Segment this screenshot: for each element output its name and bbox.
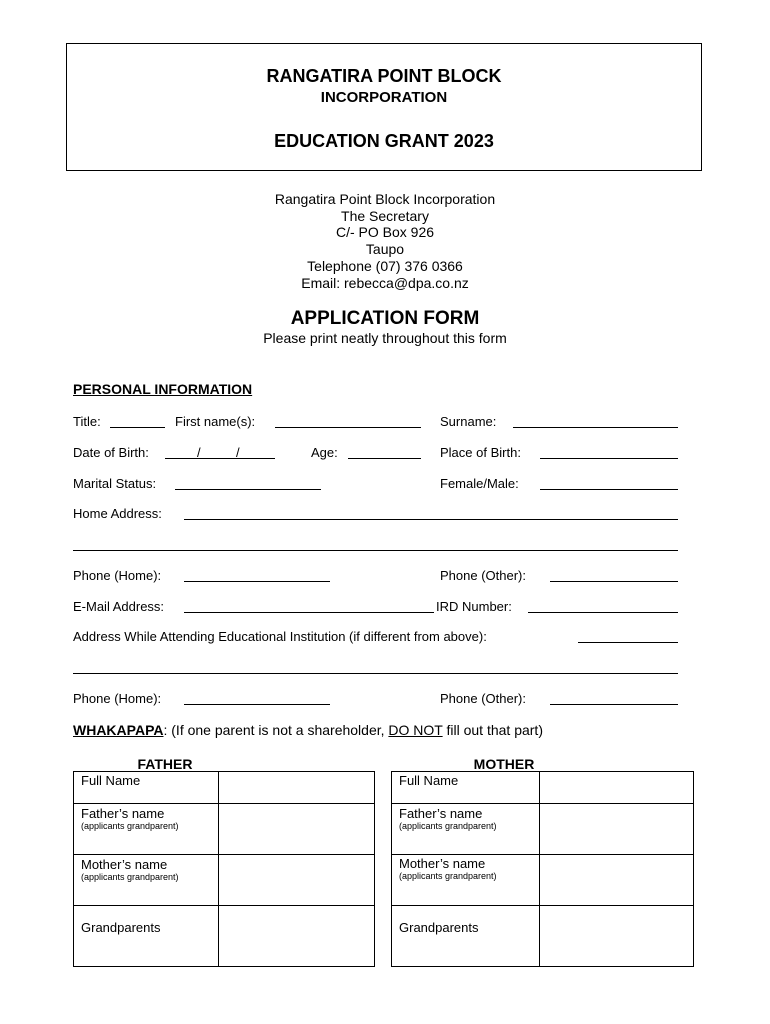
home-address-field[interactable] bbox=[184, 519, 678, 520]
phone-other-field[interactable] bbox=[550, 581, 678, 582]
age-label: Age: bbox=[311, 445, 338, 460]
title-label: Title: bbox=[73, 414, 101, 429]
age-field[interactable] bbox=[348, 458, 421, 459]
grant-title: EDUCATION GRANT 2023 bbox=[274, 131, 494, 151]
email-label: E-Mail Address: bbox=[73, 599, 165, 614]
address-line-3: C/- PO Box 926 bbox=[335, 224, 435, 240]
gender-label: Female/Male: bbox=[440, 476, 519, 491]
father-mothers-name-sub: (applicants grandparent) bbox=[81, 872, 179, 882]
whakapapa-note-after: fill out that part) bbox=[442, 722, 543, 738]
personal-info-heading: PERSONAL INFORMATION bbox=[73, 381, 253, 397]
marital-status-field[interactable] bbox=[175, 489, 321, 490]
mother-grandparents-label: Grandparents bbox=[399, 920, 479, 935]
whakapapa-note-before: : (If one parent is not a shareholder, bbox=[163, 722, 389, 738]
father-fathers-name-field[interactable] bbox=[219, 804, 375, 855]
whakapapa-note bbox=[73, 722, 543, 738]
mother-heading: MOTHER bbox=[473, 756, 535, 772]
surname-label: Surname: bbox=[440, 414, 497, 429]
dob-separator-2: / bbox=[236, 445, 240, 460]
phone-home-field[interactable] bbox=[184, 581, 330, 582]
whakapapa-note-emphasis: DO NOT bbox=[388, 722, 443, 738]
father-table bbox=[73, 771, 375, 967]
address-line-5: Telephone (07) 376 0366 bbox=[307, 258, 463, 274]
dob-label: Date of Birth: bbox=[73, 445, 149, 460]
org-name-line2: INCORPORATION bbox=[320, 89, 448, 106]
father-heading: FATHER bbox=[137, 756, 193, 772]
org-name: RANGATIRA POINT BLOCK bbox=[266, 66, 502, 86]
place-of-birth-label: Place of Birth: bbox=[440, 445, 521, 460]
mother-fathers-name-field[interactable] bbox=[540, 804, 694, 855]
phone-home-field-2[interactable] bbox=[184, 704, 330, 705]
phone-home-label: Phone (Home): bbox=[73, 568, 162, 583]
address-line-1: Rangatira Point Block Incorporation bbox=[274, 191, 496, 207]
phone-home-label-2: Phone (Home): bbox=[73, 691, 162, 706]
address-line-4: Taupo bbox=[365, 241, 405, 257]
father-grandparents-label: Grandparents bbox=[81, 920, 161, 935]
father-grandparents-field[interactable] bbox=[219, 906, 375, 967]
mother-table bbox=[391, 771, 694, 967]
mother-mothers-name-field[interactable] bbox=[540, 855, 694, 906]
place-of-birth-field[interactable] bbox=[540, 458, 678, 459]
first-name-label: First name(s): bbox=[175, 414, 256, 429]
mother-fathers-name-label: Father’s name bbox=[399, 806, 483, 821]
email-field[interactable] bbox=[184, 612, 434, 613]
ird-label: IRD Number: bbox=[436, 599, 512, 614]
alt-address-field-line-2[interactable] bbox=[73, 673, 678, 674]
mother-mothers-name-label: Mother’s name bbox=[399, 856, 486, 871]
father-full-name-label: Full Name bbox=[81, 773, 141, 788]
gender-field[interactable] bbox=[540, 489, 678, 490]
ird-field[interactable] bbox=[528, 612, 678, 613]
phone-other-label-2: Phone (Other): bbox=[440, 691, 526, 706]
form-title: APPLICATION FORM bbox=[290, 308, 480, 329]
dob-field[interactable] bbox=[165, 458, 275, 459]
alt-address-field[interactable] bbox=[578, 642, 678, 643]
father-fathers-name-label: Father’s name bbox=[81, 806, 165, 821]
marital-status-label: Marital Status: bbox=[73, 476, 157, 491]
home-address-field-line-2[interactable] bbox=[73, 550, 678, 551]
first-name-field[interactable] bbox=[275, 427, 421, 428]
mother-mothers-name-sub: (applicants grandparent) bbox=[399, 871, 497, 881]
father-full-name-field[interactable] bbox=[219, 772, 375, 804]
father-fathers-name-sub: (applicants grandparent) bbox=[81, 821, 179, 831]
father-mothers-name-field[interactable] bbox=[219, 855, 375, 906]
dob-separator-1: / bbox=[197, 445, 201, 460]
surname-field[interactable] bbox=[513, 427, 678, 428]
home-address-label: Home Address: bbox=[73, 506, 162, 521]
mother-full-name-label: Full Name bbox=[399, 773, 459, 788]
mother-grandparents-field[interactable] bbox=[540, 906, 694, 967]
mother-full-name-field[interactable] bbox=[540, 772, 694, 804]
whakapapa-heading: WHAKAPAPA bbox=[73, 722, 164, 738]
form-subtitle: Please print neatly throughout this form bbox=[263, 330, 507, 346]
address-line-6: Email: rebecca@dpa.co.nz bbox=[301, 275, 469, 291]
father-mothers-name-label: Mother’s name bbox=[81, 857, 168, 872]
title-field[interactable] bbox=[110, 427, 165, 428]
phone-other-label: Phone (Other): bbox=[440, 568, 526, 583]
phone-other-field-2[interactable] bbox=[550, 704, 678, 705]
address-line-2: The Secretary bbox=[341, 208, 429, 224]
alt-address-label: Address While Attending Educational Institution (if different from above): bbox=[73, 629, 487, 644]
mother-fathers-name-sub: (applicants grandparent) bbox=[399, 821, 497, 831]
